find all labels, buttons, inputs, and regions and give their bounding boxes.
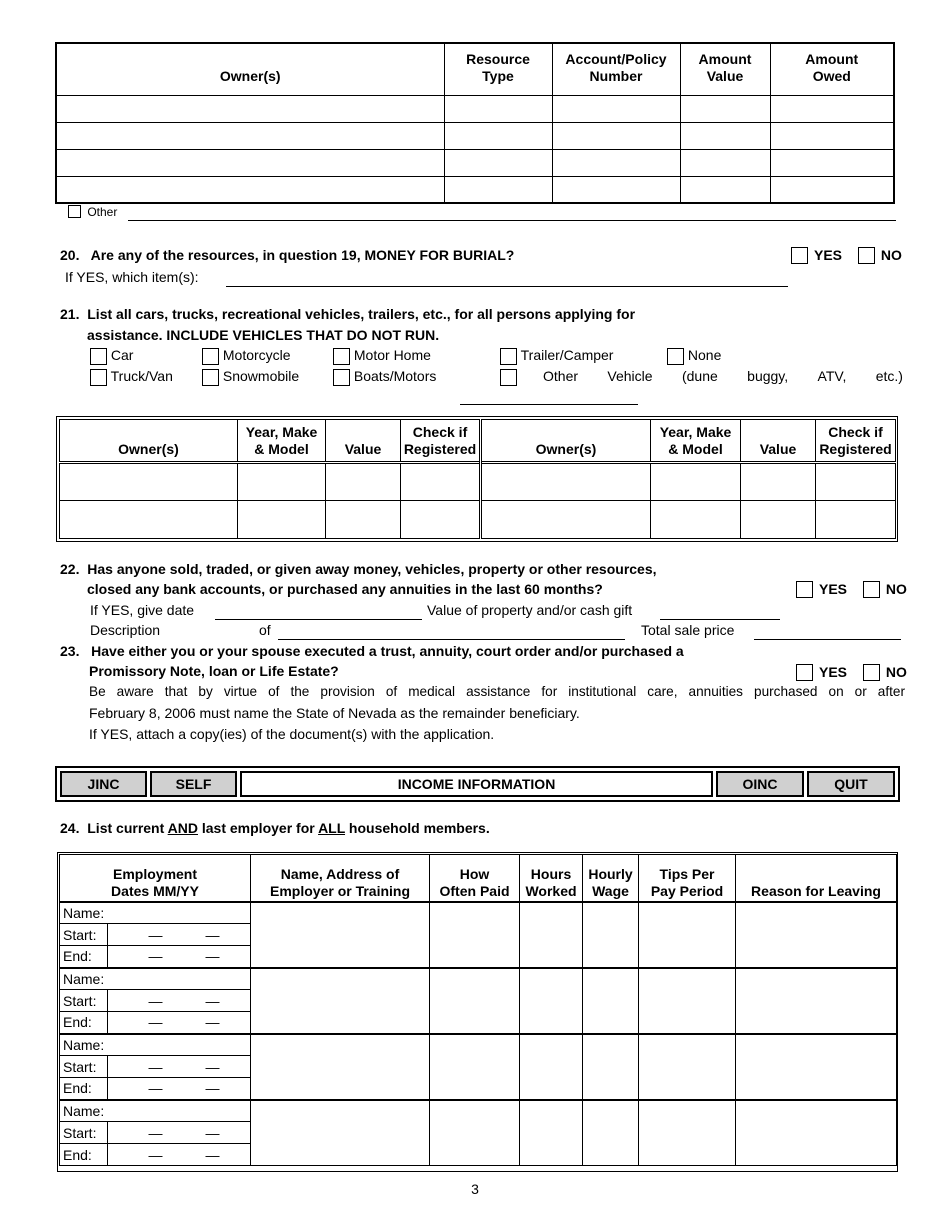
table-cell[interactable] xyxy=(520,968,583,1034)
resource-header-type: Resource Type xyxy=(444,43,552,95)
other-vehicle-checkbox[interactable] xyxy=(500,369,517,386)
table-cell[interactable] xyxy=(430,1100,520,1166)
table-cell[interactable] xyxy=(481,501,651,539)
table-cell[interactable] xyxy=(552,95,680,122)
table-cell[interactable] xyxy=(552,176,680,203)
table-cell[interactable] xyxy=(251,1034,430,1100)
motorcycle-checkbox[interactable] xyxy=(202,348,219,365)
q23-line2: Promissory Note, loan or Life Estate? xyxy=(89,663,339,679)
table-cell[interactable] xyxy=(770,149,894,176)
date-separator: — xyxy=(148,926,163,943)
date-separator: — xyxy=(205,926,220,943)
q22-value-line[interactable] xyxy=(660,619,780,620)
name-label: Name: xyxy=(63,970,105,987)
name-label: Name: xyxy=(63,1036,105,1053)
start-label: Start: xyxy=(60,1056,108,1078)
end-date-field[interactable] xyxy=(108,946,251,968)
boats-label: Boats/Motors xyxy=(353,368,437,384)
date-separator: — xyxy=(205,1058,220,1075)
q23-question xyxy=(60,643,684,659)
table-row xyxy=(60,1100,897,1122)
table-row xyxy=(60,968,897,990)
end-label: End: xyxy=(60,1144,108,1166)
employment-header-reason: Reason for Leaving xyxy=(736,855,897,902)
name-label: Name: xyxy=(63,904,105,921)
date-separator: — xyxy=(148,992,163,1009)
table-cell[interactable] xyxy=(238,501,326,539)
table-cell[interactable] xyxy=(251,968,430,1034)
table-cell[interactable] xyxy=(816,501,896,539)
other-vehicle-word: Vehicle xyxy=(607,368,653,384)
table-row xyxy=(60,902,897,924)
q23-note2: February 8, 2006 must name the State of Nevada as the remainder beneficiary. xyxy=(89,705,580,721)
employment-table xyxy=(59,854,897,1166)
vehicle-table xyxy=(59,419,896,539)
snowmobile-label: Snowmobile xyxy=(222,368,300,384)
vehicle-option-motor-home[interactable] xyxy=(333,347,431,365)
q23-note3: If YES, attach a copy(ies) of the document(s) with the application. xyxy=(89,726,495,742)
q21-question xyxy=(60,306,635,322)
table-cell[interactable] xyxy=(430,968,520,1034)
vehicle-option-truck[interactable] xyxy=(90,368,173,386)
table-row xyxy=(60,463,896,501)
vehicle-header-model-2: Year, Make & Model xyxy=(651,420,741,463)
trailer-label: Trailer/Camper xyxy=(520,347,614,363)
vehicle-option-motorcycle[interactable] xyxy=(202,347,291,365)
oinc-button[interactable]: OINC xyxy=(716,771,804,797)
q20-number: 20. xyxy=(60,247,80,263)
table-row xyxy=(60,501,896,539)
motor-home-checkbox[interactable] xyxy=(333,348,350,365)
table-cell[interactable] xyxy=(251,902,430,968)
start-date-field[interactable] xyxy=(108,990,251,1012)
date-separator: — xyxy=(148,1146,163,1163)
date-separator: — xyxy=(205,1146,220,1163)
q24-question xyxy=(60,820,490,836)
q22-line2: closed any bank accounts, or purchased any annuities in the last 60 months? xyxy=(87,581,603,597)
table-cell[interactable] xyxy=(583,1100,639,1166)
q20-question xyxy=(60,247,514,263)
end-date-field[interactable] xyxy=(108,1012,251,1034)
income-nav-bar xyxy=(55,766,900,802)
end-label: End: xyxy=(60,1078,108,1100)
other-vehicle-label xyxy=(543,368,903,384)
q22-total-label: Total sale price xyxy=(641,622,735,638)
q22-date-line[interactable] xyxy=(215,619,422,620)
q22-of-label: of xyxy=(259,622,271,638)
table-cell[interactable] xyxy=(680,149,770,176)
end-date-field[interactable] xyxy=(108,1078,251,1100)
vehicle-header-registered-2: Check if Registered xyxy=(816,420,896,463)
q23-line1: Have either you or your spouse executed a trust, annuity, court order and/or purchased a xyxy=(91,643,684,659)
q20-yes-no xyxy=(791,246,908,264)
motorcycle-label: Motorcycle xyxy=(222,347,291,363)
table-cell[interactable] xyxy=(639,1100,736,1166)
table-cell[interactable] xyxy=(639,902,736,968)
other-resource-checkbox[interactable] xyxy=(68,205,81,218)
date-separator: — xyxy=(205,1080,220,1097)
q23-number: 23. xyxy=(60,643,80,659)
date-separator: — xyxy=(205,948,220,965)
q22-value-label: Value of property and/or cash gift xyxy=(427,602,633,618)
table-cell[interactable] xyxy=(736,902,897,968)
q20-if-yes-label: If YES, which item(s): xyxy=(65,269,199,285)
page-number: 3 xyxy=(471,1181,479,1197)
vehicle-table-frame xyxy=(56,416,898,542)
table-cell[interactable] xyxy=(56,149,444,176)
other-vehicle-line[interactable] xyxy=(460,404,638,405)
table-cell[interactable] xyxy=(444,176,552,203)
table-cell[interactable] xyxy=(736,1034,897,1100)
table-cell[interactable] xyxy=(430,1034,520,1100)
date-separator: — xyxy=(148,1124,163,1141)
table-cell[interactable] xyxy=(481,463,651,501)
table-cell[interactable] xyxy=(444,95,552,122)
table-cell[interactable] xyxy=(251,1100,430,1166)
q20-yes-label: YES xyxy=(814,247,843,264)
q24-and: AND xyxy=(167,820,198,836)
table-cell[interactable] xyxy=(736,968,897,1034)
employment-header-row xyxy=(60,855,897,902)
employment-header-dates: Employment Dates MM/YY xyxy=(60,855,251,902)
other-resource-option xyxy=(68,205,117,219)
other-resource-label: Other xyxy=(87,205,118,219)
resource-header-owed: Amount Owed xyxy=(770,43,894,95)
table-cell[interactable] xyxy=(741,463,816,501)
q23-yes-checkbox[interactable] xyxy=(796,664,813,681)
date-separator: — xyxy=(148,1080,163,1097)
table-cell[interactable] xyxy=(770,176,894,203)
q23-note1: Be aware that by virtue of the provision of medical assistance for institutional care, annuities purchased on or after xyxy=(89,684,905,699)
employment-header-wage: Hourly Wage xyxy=(583,855,639,902)
employment-name-cell[interactable] xyxy=(60,1034,251,1056)
none-checkbox[interactable] xyxy=(667,348,684,365)
q21-line2: assistance. INCLUDE VEHICLES THAT DO NOT RUN. xyxy=(87,327,440,343)
truck-label: Truck/Van xyxy=(110,368,173,384)
q22-number: 22. xyxy=(60,561,80,577)
q21-line1: List all cars, trucks, recreational vehicles, trailers, etc., for all persons applying for xyxy=(87,306,636,322)
car-label: Car xyxy=(110,347,134,363)
vehicle-header-model: Year, Make & Model xyxy=(238,420,326,463)
table-cell[interactable] xyxy=(326,501,401,539)
q23-yes-label: YES xyxy=(819,664,848,681)
q24-text: last employer for xyxy=(197,820,319,836)
table-cell[interactable] xyxy=(770,95,894,122)
table-cell[interactable] xyxy=(60,501,238,539)
resource-header-value: Amount Value xyxy=(680,43,770,95)
start-label: Start: xyxy=(60,990,108,1012)
table-cell[interactable] xyxy=(583,1034,639,1100)
q20-no-label: NO xyxy=(880,247,902,264)
truck-checkbox[interactable] xyxy=(90,369,107,386)
q22-description-line[interactable] xyxy=(278,639,625,640)
q24-text: List current xyxy=(87,820,168,836)
q22-total-line[interactable] xyxy=(754,639,901,640)
vehicle-option-other[interactable] xyxy=(500,368,517,386)
table-cell[interactable] xyxy=(639,1034,736,1100)
q23-no-checkbox[interactable] xyxy=(863,664,880,681)
vehicle-option-none[interactable] xyxy=(667,347,721,365)
boats-checkbox[interactable] xyxy=(333,369,350,386)
table-cell[interactable] xyxy=(552,122,680,149)
q22-no-label: NO xyxy=(885,581,907,598)
date-separator: — xyxy=(205,1124,220,1141)
table-cell[interactable] xyxy=(520,1034,583,1100)
q20-no-checkbox[interactable] xyxy=(858,247,875,264)
resource-table xyxy=(55,42,895,204)
table-cell[interactable] xyxy=(816,463,896,501)
none-label: None xyxy=(687,347,722,363)
table-cell[interactable] xyxy=(444,122,552,149)
employment-name-cell[interactable] xyxy=(60,902,251,924)
table-cell[interactable] xyxy=(520,1100,583,1166)
date-separator: — xyxy=(205,1014,220,1031)
table-cell[interactable] xyxy=(583,902,639,968)
motor-home-label: Motor Home xyxy=(353,347,431,363)
table-cell[interactable] xyxy=(56,176,444,203)
resource-header-row xyxy=(56,43,894,95)
end-date-field[interactable] xyxy=(108,1144,251,1166)
snowmobile-checkbox[interactable] xyxy=(202,369,219,386)
start-label: Start: xyxy=(60,1122,108,1144)
q22-yes-label: YES xyxy=(819,581,848,598)
q20-yes-checkbox[interactable] xyxy=(791,247,808,264)
vehicle-header-value-2: Value xyxy=(741,420,816,463)
income-information-title: INCOME INFORMATION xyxy=(240,771,713,797)
start-date-field[interactable] xyxy=(108,1056,251,1078)
name-label: Name: xyxy=(63,1102,105,1119)
table-cell[interactable] xyxy=(680,122,770,149)
other-vehicle-word: Other xyxy=(543,368,579,384)
table-cell[interactable] xyxy=(326,463,401,501)
table-cell[interactable] xyxy=(651,463,741,501)
q22-no-checkbox[interactable] xyxy=(863,581,880,598)
employment-name-cell[interactable] xyxy=(60,968,251,990)
start-date-field[interactable] xyxy=(108,924,251,946)
q23-yes-no xyxy=(796,663,913,681)
vehicle-option-car[interactable] xyxy=(90,347,133,365)
q22-description-label: Description xyxy=(90,622,161,638)
quit-button[interactable]: QUIT xyxy=(807,771,895,797)
self-button[interactable]: SELF xyxy=(150,771,237,797)
q24-text: household members. xyxy=(345,820,490,836)
end-label: End: xyxy=(60,946,108,968)
vehicle-header-row xyxy=(60,420,896,463)
table-cell[interactable] xyxy=(552,149,680,176)
car-checkbox[interactable] xyxy=(90,348,107,365)
table-cell[interactable] xyxy=(520,902,583,968)
date-separator: — xyxy=(205,992,220,1009)
employment-header-how-often: How Often Paid xyxy=(430,855,520,902)
table-cell[interactable] xyxy=(401,463,481,501)
resource-header-owner: Owner(s) xyxy=(56,43,444,95)
q20-text: Are any of the resources, in question 19, MONEY FOR BURIAL? xyxy=(90,247,515,263)
q23-no-label: NO xyxy=(885,664,907,681)
table-cell[interactable] xyxy=(651,501,741,539)
other-resource-line[interactable] xyxy=(128,220,896,221)
employment-header-hours: Hours Worked xyxy=(520,855,583,902)
q22-date-label: If YES, give date xyxy=(90,602,195,618)
table-row xyxy=(60,1034,897,1056)
vehicle-option-snowmobile[interactable] xyxy=(202,368,299,386)
date-separator: — xyxy=(148,1014,163,1031)
vehicle-header-owner-2: Owner(s) xyxy=(481,420,651,463)
table-row xyxy=(56,176,894,203)
employment-name-cell[interactable] xyxy=(60,1100,251,1122)
q20-items-line[interactable] xyxy=(226,286,788,287)
table-cell[interactable] xyxy=(583,968,639,1034)
table-cell[interactable] xyxy=(430,902,520,968)
employment-table-frame xyxy=(57,852,898,1172)
date-separator: — xyxy=(148,948,163,965)
q22-question xyxy=(60,561,657,577)
other-vehicle-word: ATV, xyxy=(817,368,847,384)
table-cell[interactable] xyxy=(56,122,444,149)
table-row xyxy=(56,122,894,149)
table-cell[interactable] xyxy=(238,463,326,501)
other-vehicle-word: etc.) xyxy=(875,368,903,384)
vehicle-option-boats[interactable] xyxy=(333,368,436,386)
trailer-checkbox[interactable] xyxy=(500,348,517,365)
vehicle-header-registered: Check if Registered xyxy=(401,420,481,463)
table-row xyxy=(56,149,894,176)
end-label: End: xyxy=(60,1012,108,1034)
table-cell[interactable] xyxy=(736,1100,897,1166)
jinc-button[interactable]: JINC xyxy=(60,771,147,797)
date-separator: — xyxy=(148,1058,163,1075)
q22-yes-checkbox[interactable] xyxy=(796,581,813,598)
vehicle-option-trailer[interactable] xyxy=(500,347,613,365)
table-cell[interactable] xyxy=(444,149,552,176)
table-cell[interactable] xyxy=(770,122,894,149)
other-vehicle-word: (dune xyxy=(681,368,718,384)
table-cell[interactable] xyxy=(60,463,238,501)
q24-number: 24. xyxy=(60,820,80,836)
table-cell[interactable] xyxy=(401,501,481,539)
q22-yes-no xyxy=(796,580,913,598)
other-vehicle-word: buggy, xyxy=(747,368,789,384)
start-date-field[interactable] xyxy=(108,1122,251,1144)
employment-header-employer: Name, Address of Employer or Training xyxy=(251,855,430,902)
q24-all: ALL xyxy=(318,820,346,836)
vehicle-header-value: Value xyxy=(326,420,401,463)
table-cell[interactable] xyxy=(680,176,770,203)
table-cell[interactable] xyxy=(639,968,736,1034)
table-cell[interactable] xyxy=(56,95,444,122)
vehicle-header-owner: Owner(s) xyxy=(60,420,238,463)
resource-header-account: Account/Policy Number xyxy=(552,43,680,95)
table-cell[interactable] xyxy=(680,95,770,122)
table-row xyxy=(56,95,894,122)
q21-number: 21. xyxy=(60,306,80,322)
table-cell[interactable] xyxy=(741,501,816,539)
employment-header-tips: Tips Per Pay Period xyxy=(639,855,736,902)
q22-line1: Has anyone sold, traded, or given away money, vehicles, property or other resources, xyxy=(87,561,657,577)
start-label: Start: xyxy=(60,924,108,946)
